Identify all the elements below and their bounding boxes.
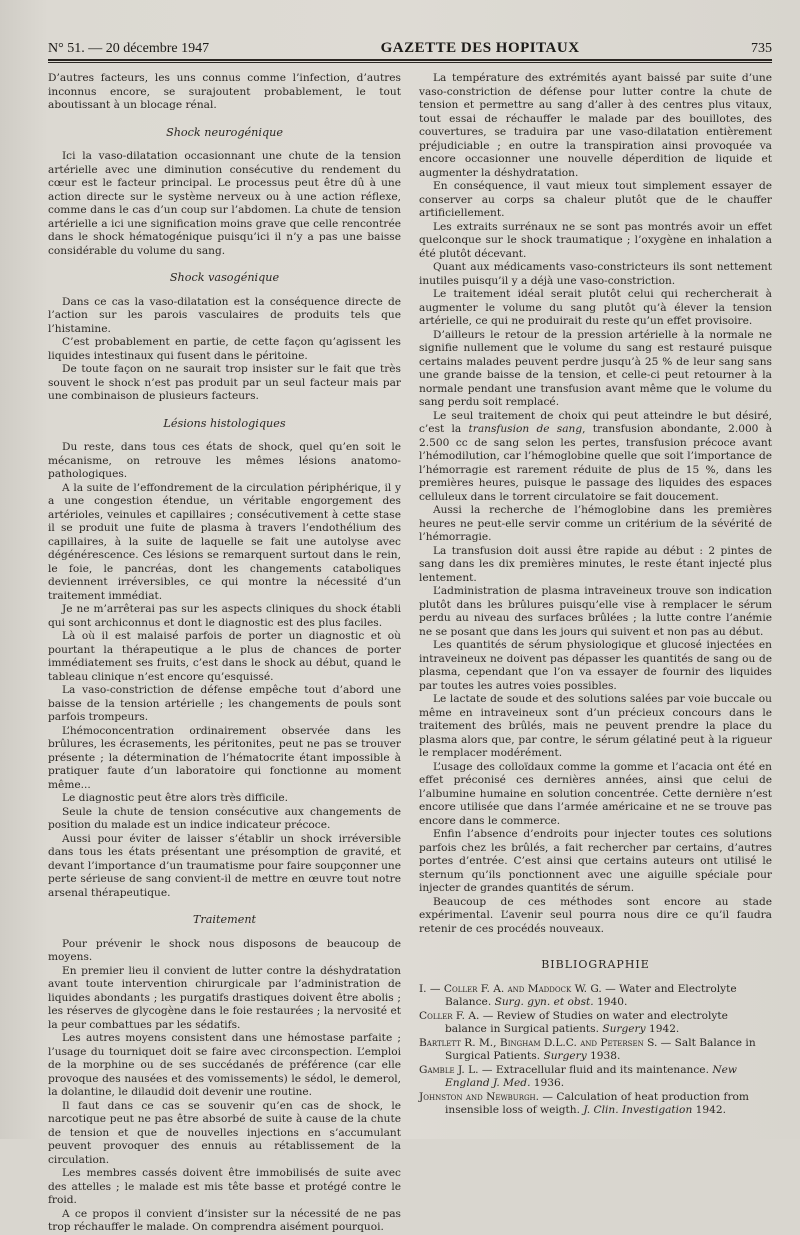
entry-author: Coller F. A. and Maddock W. G. [443,982,602,995]
journal-title: GAZETTE DES HOPITAUX [380,40,580,56]
paragraph: D’autres facteurs, les uns connus comme l’infection, d’autres inconnus encore, se surajoutent probablement, le tout aboutissant à un blocage rénal. [48,72,401,111]
paragraph: La vaso-constriction de défense empêche tout d’abord une baisse de la tension artérielle ; les changements de pouls sont parfois trompeurs. [48,684,401,723]
entry-text: — Extracellular fluid and its maintenance. [478,1063,713,1076]
page-number: 735 [751,41,772,56]
bibliography-heading: BIBLIOGRAPHIE [541,958,650,971]
paragraph-text: , transfusion abondante, 2.000 à 2.500 cc de sang selon les pertes, transfusion précoce avant l’hémodilution, car l’hémoglobine quelle que soit l’importance de l’hémorragie est rarement réduite de plus de 15 %, dans les premières heures, puisque le passage des liquides des espaces celluleux dans le torrent circulatoire se fait doucement. [419,423,773,503]
paragraph: Le lactate de soude et des solutions salées par voie buccale ou même en intraveineux sont d’un précieux concours dans le traitement des brûlés, mais ne peuvent prendre la place du plasma alors que, par contre, le sérum gélatiné peut à la rigueur le remplacer modérément. [419,693,772,759]
entry-year: 1936. [530,1077,565,1089]
paragraph: A la suite de l’effondrement de la circulation périphérique, il y a une congestion étendue, un véritable engorgement des artérioles, veinules et capillaires ; consécutivement à cette stase il se produit une fuite de plasma à travers l’endothélium des capillaires, à la suite de laquelle se fait une autolyse avec dégénérescence. Ces lésions se remarquent surtout dans le rein, le foie, le pancréas, dont les changements cataboliques deviennent irréversibles, ce qui montre la nécessité d’un traitement immédiat. [48,481,401,602]
entry-journal: Surg. gyn. et obst. [494,996,594,1008]
paragraph: La transfusion doit aussi être rapide au début : 2 pintes de sang dans les dix premières minutes, le reste étant injecté plus lentement. [419,544,772,584]
paragraph: En premier lieu il convient de lutter contre la déshydratation avant toute intervention chirurgicale par l’administration de liquides abondants ; les purgatifs drastiques doivent être abolis ; les réserves de glycogène dans le foie restaurées ; la nervosité et la peur combattues par les sédatifs. [48,964,401,1031]
entry-text: — Calculation of heat production from insensible loss of weigth. [445,1090,749,1116]
bibliography-list [419,983,772,1118]
entry-author: Coller F. A. [419,1009,480,1022]
bibliography-entry [419,983,772,1010]
paragraph: Quant aux médicaments vaso-constricteurs ils sont nettement inutiles puisqu’il y a déjà une vaso-constriction. [419,261,772,287]
issue-date: N° 51. — 20 décembre 1947 [48,41,210,56]
entry-journal: Surgery [543,1050,587,1062]
paragraph [419,410,772,505]
paragraph: A ce propos il convient d’insister sur la nécessité de ne pas trop réchauffer le malade. On comprendra aisément pourquoi. [48,1207,401,1233]
article-columns [48,72,772,1235]
paragraph: Pour prévenir le shock nous disposons de beaucoup de moyens. [48,937,401,963]
entry-journal: New England J. Med. [445,1063,737,1089]
paragraph: De toute façon on ne saurait trop insister sur le fait que très souvent le shock n’est pas produit par un seul facteur mais par une combinaison de plusieurs facteurs. [48,363,401,402]
entry-year: 1938. [586,1050,621,1062]
entry-author: Gamble J. L. [419,1063,479,1076]
paragraph: Seule la chute de tension consécutive aux changements de position du malade est un indice indicateur précoce. [48,805,401,831]
entry-author: Johnston and Newburgh. [419,1090,540,1103]
emphasis-text: transfusion de sang [468,423,583,435]
entry-text: — Review of Studies on water and electrolyte balance in Surgical patients. [445,1009,728,1035]
paragraph: L’hémoconcentration ordinairement observée dans les brûlures, les écrasements, les péritonites, peut ne pas se trouver présente ; la détermination de l’hématocrite étant impossible à pratiquer faute d’un laboratoire qui fonctionne au moment même... [48,724,401,791]
bibliography-entry [419,1037,772,1064]
entry-year: 1942. [692,1104,726,1116]
bibliography-entry [419,1010,772,1037]
paragraph: D’ailleurs le retour de la pression artérielle à la normale ne signifie nullement que le volume du sang est restauré puisque certains malades peuvent perdre jusqu’à 25 % de leur sang sans une grande baisse de la tension, et celle-ci peut retourner à la normale pendant une transfusion avant même que le volume du sang perdu soit remplacé. [419,328,772,408]
paragraph-text: Le seul traitement de choix qui peut atteindre le but désiré, c’est la [419,409,772,435]
page-header [48,40,772,61]
bibliography-entry [419,1091,772,1118]
paragraph: Les quantités de sérum physiologique et glucosé injectées en intraveineux ne doivent pas dépasser les quantités de sang ou de plasma, cependant que l’on va essayer de fournir des liquides par toutes les autres voies possibles. [419,639,772,692]
paragraph: Il faut dans ce cas se souvenir qu’en cas de shock, le narcotique peut ne pas être absorbé de suite à cause de la chute de tension et que de nouvelles injections en s’accumulant peuvent provoquer des ennuis au rétablissement de la circulation. [48,1099,401,1166]
right-column [419,72,772,1235]
paragraph: Ici la vaso-dilatation occasionnant une chute de la tension artérielle avec une diminution consécutive du rendement du cœur est le facteur principal. Le processus peut être dû à une action directe sur le système nerveux ou à une action réflexe, comme dans le cas d’un coup sur l’abdomen. La chute de tension artérielle a ici une signification moins grave que celle rencontrée dans le shock hématogénique puisqu’ici il n’y a pas une baisse considérable du volume du sang. [48,150,401,257]
paragraph: Aussi la recherche de l’hémoglobine dans les premières heures ne peut-elle servir comme un critérium de la sévérité de l’hémorragie. [419,504,772,543]
entry-text: — Salt Balance in Surgical Patients. [445,1036,756,1062]
entry-journal: Surgery [602,1023,646,1035]
paragraph: Les autres moyens consistent dans une hémostase parfaite ; l’usage du tourniquet doit se faire avec circonspection. L’emploi de la morphine ou de ses succédanés de préférence (car elle provoque des nausées et des vomissements) le sédol, le demerol, la dolantine, le dilaudid doit devenir une routine. [48,1032,401,1098]
paragraph: Enfin l’absence d’endroits pour injecter toutes ces solutions parfois chez les brûlés, a fait rechercher par certains, d’autres portes d’entrée. C’est ainsi que certains auteurs ont utilisé le sternum qu’ils ponctionnent avec une aiguille spéciale pour injecter de grandes quantités de sérum. [419,828,772,894]
paragraph: Beaucoup de ces méthodes sont encore au stade expérimental. L’avenir seul pourra nous dire ce qu’il faudra retenir de ces procédés nouveaux. [419,895,772,935]
paragraph: Aussi pour éviter de laisser s’établir un shock irréversible dans tous les états présentant une présomption de gravité, et devant l’importance d’un traumatisme pour faire soupçonner une perte sérieuse de sang convient-il de mettre en œuvre tout notre arsenal thérapeutique. [48,832,401,899]
paragraph: La température des extrémités ayant baissé par suite d’une vaso-constriction de défense pour lutter contre la chute de tension et permettre au sang d’aller à des centres plus vitaux, tout essai de réchauffer le malade par des bouillotes, des couvertures, se traduira par une vaso-dilatation entièrement préjudiciable ; en outre la transpiration ainsi provoquée va encore occasionner une nouvelle déperdition de liquide et augmenter la déshydratation. [419,72,772,179]
paragraph: Du reste, dans tous ces états de shock, quel qu’en soit le mécanisme, on retrouve les mêmes lésions anatomo-pathologiques. [48,441,401,480]
paragraph: Là où il est malaisé parfois de porter un diagnostic et où pourtant la thérapeutique a le plus de chances de porter immédiatement ses fruits, c’est dans le shock au début, quand le tableau clinique n’est encore qu’esquissé. [48,630,401,683]
paragraph: Le diagnostic peut être alors très difficile. [62,792,289,804]
entry-year: 1940. [593,996,628,1008]
paragraph: C’est probablement en partie, de cette façon qu’agissent les liquides intestinaux qui fusent dans le péritoine. [48,336,401,362]
section-heading: Lésions histologiques [163,416,286,430]
section-heading: Shock neurogénique [166,125,283,139]
entry-number: I. — [419,982,444,995]
paragraph: En conséquence, il vaut mieux tout simplement essayer de conserver au corps sa chaleur plutôt que de le chauffer artificiellement. [419,180,772,219]
left-column [48,72,401,1235]
paragraph: Le traitement idéal serait plutôt celui qui rechercherait à augmenter le volume du sang plutôt qu’à élever la tension artérielle, ce qui ne produirait du reste qu’un effet provisoire. [419,288,772,327]
bibliography-entry [419,1064,772,1091]
paragraph: Les extraits surrénaux ne se sont pas montrés avoir un effet quelconque sur le shock traumatique ; l’oxygène en inhalation a été plutôt décevant. [419,220,772,260]
entry-text: — Water and Electrolyte Balance. [445,982,737,1008]
paragraph: L’administration de plasma intraveineux trouve son indication plutôt dans les brûlures puisqu’elle vise à remplacer le sérum perdu au niveau des surfaces brûlées ; la lutte contre l’anémie ne se posant que dans les jours qui suivent et non pas au début. [419,585,772,638]
paragraph: L’usage des colloïdaux comme la gomme et l’acacia ont été en effet préconisé ces dernières années, ainsi que celui de l’albumine humaine en solution concentrée. Cette dernière n’est encore utilisée que dans l’armée américaine et ne se trouve pas encore dans le commerce. [419,760,772,827]
paragraph: Les membres cassés doivent être immobilisés de suite avec des attelles ; le malade est mis tête basse et protégé contre le froid. [48,1167,401,1206]
entry-author: Bartlett R. M., Bingham D.L.C. and Petersen S. [419,1036,658,1049]
header-rule [48,62,772,63]
entry-year: 1942. [645,1023,680,1035]
paragraph: Dans ce cas la vaso-dilatation est la conséquence directe de l’action sur les parois vasculaires de produits tels que l’histamine. [48,295,401,335]
paragraph: Je ne m’arrêterai pas sur les aspects cliniques du shock établi qui sont archiconnus et dont le diagnostic est des plus faciles. [48,603,401,629]
section-heading: Shock vasogénique [169,271,280,284]
entry-journal: J. Clin. Investigation [583,1104,693,1116]
section-heading: Traitement [192,913,257,926]
